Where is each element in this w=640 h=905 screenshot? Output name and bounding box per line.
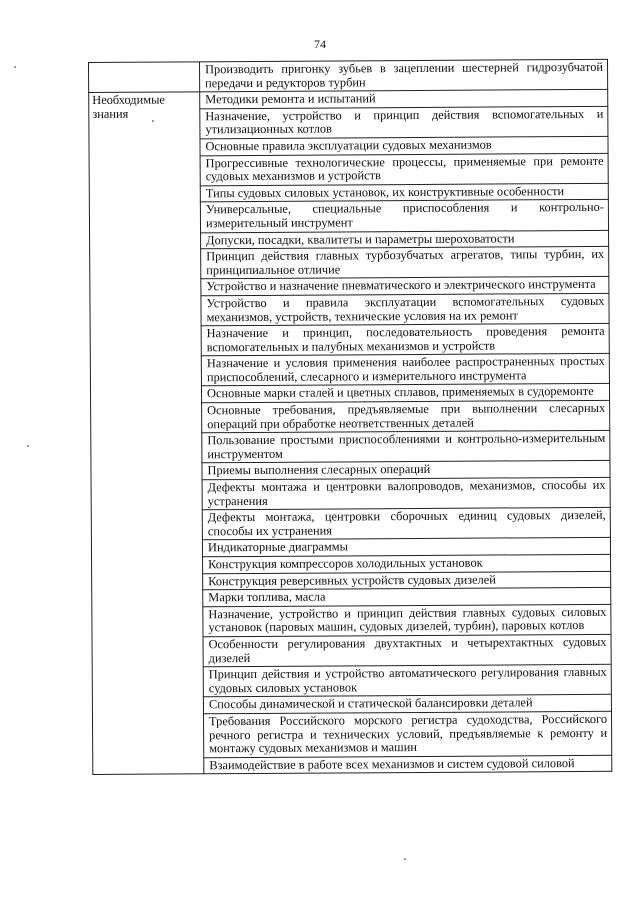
knowledge-item-cell: Марки топлива, масла: [203, 588, 611, 607]
page-number: 74: [314, 37, 326, 51]
knowledge-item-cell: Допуски, посадки, квалитеты и параметры шероховатости: [201, 230, 609, 249]
knowledge-item-cell: Конструкция реверсивных устройств судовых дизелей: [203, 571, 611, 590]
knowledge-item-cell: Универсальные, специальные приспособления и контрольно-измерительный инструмент: [200, 200, 608, 233]
knowledge-item-cell: Конструкция компрессоров холодильных установок: [203, 554, 611, 573]
knowledge-item-cell: Принцип действия главных турбозубчатых агрегатов, типы турбин, их принципиальное отличие: [201, 246, 609, 279]
knowledge-item-cell: Прогрессивные технологические процессы, применяемые при ремонте судовых механизмов и устройств: [200, 153, 608, 186]
empty-category-cell: [89, 62, 200, 93]
knowledge-item-cell: Пользование простыми приспособлениями и контрольно-измерительным инструментом: [202, 431, 610, 464]
scan-speck: [404, 858, 406, 860]
knowledge-item-cell: Назначение, устройство и принцип действия вспомогательных и утилизационных котлов: [200, 106, 608, 139]
scan-speck: [14, 66, 16, 68]
knowledge-item-cell: Назначение, устройство и принцип действия главных судовых силовых установок (паровых машин, судовых дизелей, турбин), паровых котлов: [203, 604, 611, 637]
table-body: [89, 59, 612, 774]
knowledge-item-cell: Основные требования, предъявляемые при выполнении слесарных операций при обработке неответственных деталей: [202, 400, 610, 433]
knowledge-item-cell: Устройство и правила эксплуатации вспомогательных судовых механизмов, устройств, технические условия на их ремонт: [201, 293, 609, 326]
continued-row-cell: Производить пригонку зубьев в зацеплении шестерней гидрозубчатой передачи и редукторов турбин: [200, 59, 608, 92]
knowledge-item-cell: Особенности регулирования двухтактных и четырехтактных судовых дизелей: [203, 634, 611, 667]
table-row-continued: [89, 59, 608, 92]
scan-speck: [152, 120, 154, 122]
knowledge-table: [88, 59, 612, 775]
knowledge-item-cell: Основные марки сталей и цветных сплавов, применяемых в судоремонте: [201, 384, 609, 403]
knowledge-item-cell: Устройство и назначение пневматического и электрического инструмента: [201, 277, 609, 296]
knowledge-item-cell: Типы судовых силовых установок, их конструктивные особенности: [200, 183, 608, 202]
knowledge-item-cell: Методики ремонта и испытаний: [200, 90, 608, 109]
knowledge-item-cell: Принцип действия и устройство автоматического регулирования главных судовых силовых установок: [203, 664, 611, 697]
knowledge-item-cell: Основные правила эксплуатации судовых механизмов: [200, 136, 608, 155]
knowledge-item-cell: Назначение и условия применения наиболее распространенных простых приспособлений, слесарного и измерительного инструмента: [201, 354, 609, 387]
knowledge-item-cell: Дефекты монтажа, центровки сборочных единиц судовых дизелей, способы их устранения: [202, 508, 610, 541]
knowledge-item-cell: Дефекты монтажа и центровки валопроводов, механизмов, способы их устранения: [202, 477, 610, 510]
knowledge-item-cell: Взаимодействие в работе всех механизмов и систем судовой силовой: [204, 755, 612, 774]
knowledge-item-cell: Приемы выполнения слесарных операций: [202, 461, 610, 480]
knowledge-item-cell: Назначение и принцип, последовательность проведения ремонта вспомогательных и палубных механизмов и устройств: [201, 323, 609, 356]
category-label-cell: Необходимые знания: [89, 92, 204, 775]
knowledge-item-cell: Требования Российского морского регистра судоходства, Российского речного регистра и технических условий, предъявляемые к ремонту и монтажу судовых механизмов и машин: [203, 711, 611, 757]
knowledge-item-cell: Способы динамической и статической балансировки деталей: [203, 695, 611, 714]
scan-speck: [27, 445, 29, 447]
knowledge-item-cell: Индикаторные диаграммы: [202, 538, 610, 557]
